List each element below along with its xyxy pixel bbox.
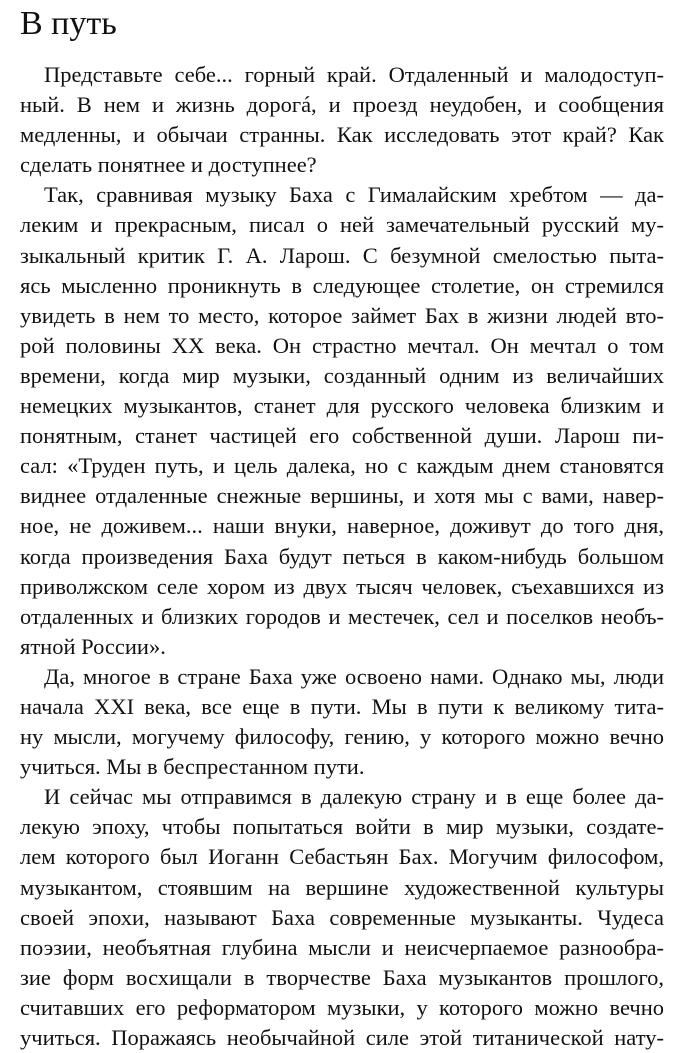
text-line: лем которого был Иоганн Себастьян Бах. Могучим философом,	[20, 844, 664, 870]
text-line: поэзии, необъятная глубина мысли и неисчерпаемое разнообра-	[20, 934, 664, 960]
text-line: учиться. Поражаясь необычайной силе этой титанической нату-	[20, 1025, 664, 1050]
text-line: лекую эпоху, чтобы попытаться войти в мир музыки, создате-	[20, 814, 664, 840]
text-line: отдаленных и близких городов и местечек, сел и поселков необъ-	[20, 603, 664, 629]
text-line: увидеть в нем то место, которое займет Бах в жизни людей вто-	[20, 302, 664, 328]
text-line: ятной России».	[20, 633, 166, 659]
text-line: приволжском селе хором из двух тысяч человек, съехавшихся из	[20, 573, 664, 599]
text-line: немецких музыкантов, станет для русского человека близким и	[20, 393, 664, 419]
chapter-title: В путь	[20, 5, 117, 42]
text-line: сделать понятнее и доступнее?	[20, 152, 317, 178]
text-line: медленны, и обычаи странны. Как исследовать этот край? Как	[20, 122, 664, 148]
text-line: понятным, станет частицей его собственной души. Ларош пи-	[20, 423, 664, 449]
text-line: своей эпохи, называют Баха современные музыканты. Чудеса	[20, 904, 664, 930]
text-line: зие форм восхищали в творчестве Баха музыкантов прошлого,	[20, 964, 664, 990]
text-line: Так, сравнивая музыку Баха с Гималайским хребтом — да-	[44, 182, 664, 208]
text-line: времени, когда мир музыки, созданный одним из величайших	[20, 362, 664, 388]
text-line: ну мысли, могучему философу, гению, у которого можно вечно	[20, 724, 664, 750]
text-line: ный. В нем и жизнь дорогá, и проезд неудобен, и сообщения	[20, 92, 664, 118]
text-line: виднее отдаленные снежные вершины, и хотя мы с вами, навер-	[20, 483, 664, 509]
text-line: ное, не доживем... наши внуки, наверное, доживут до того дня,	[20, 513, 664, 539]
text-line: леким и прекрасным, писал о ней замечательный русский му-	[20, 212, 664, 238]
body-text	[20, 60, 664, 1053]
text-line: считавших его реформатором музыки, у которого можно вечно	[20, 994, 664, 1020]
text-line: рой половины XX века. Он страстно мечтал. Он мечтал о том	[20, 332, 664, 358]
text-line: И сейчас мы отправимся в далекую страну и в еще более да-	[44, 784, 664, 810]
text-line: зыкальный критик Г. А. Ларош. С безумной смелостью пыта-	[20, 242, 664, 268]
text-line: сал: «Труден путь, и цель далека, но с каждым днем становятся	[20, 453, 664, 479]
text-line: когда произведения Баха будут петься в каком-нибудь большом	[20, 543, 664, 569]
text-line: музыкантом, стоявшим на вершине художественной культуры	[20, 874, 664, 900]
text-line: Да, многое в стране Баха уже освоено нами. Однако мы, люди	[44, 663, 664, 689]
text-line: Представьте себе... горный край. Отдаленный и малодоступ-	[44, 62, 664, 87]
text-line: учиться. Мы в беспрестанном пути.	[20, 754, 365, 780]
text-line: начала XXI века, все еще в пути. Мы в пути к великому тита-	[20, 693, 664, 719]
text-line: ясь мысленно проникнуть в следующее столетие, он стремился	[20, 272, 664, 298]
